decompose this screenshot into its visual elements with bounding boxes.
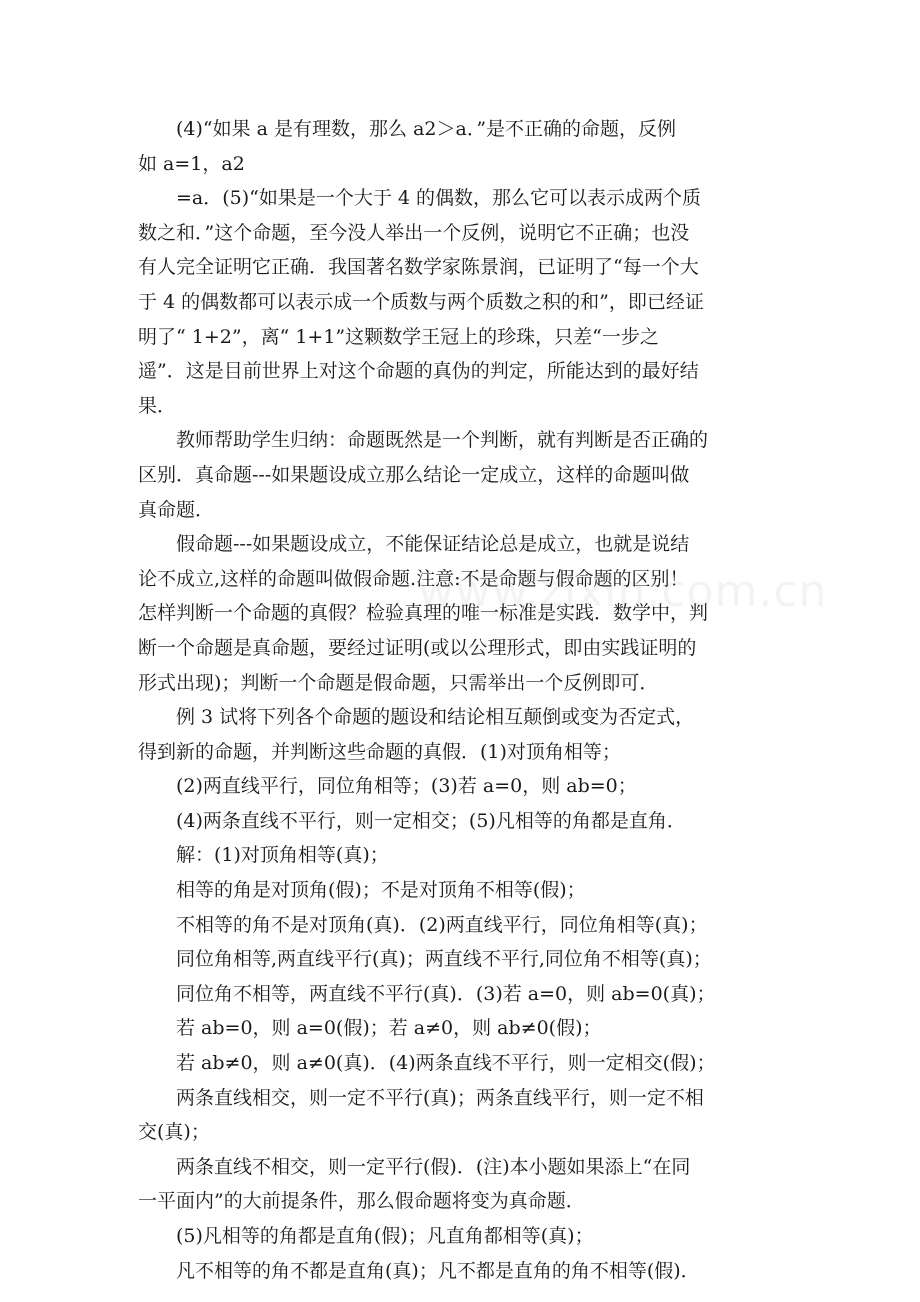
text-line: 区别．真命题---如果题设成立那么结论一定成立，这样的命题叫做 bbox=[138, 463, 690, 486]
text-line: 两条直线不相交，则一定平行(假)．(注)本小题如果添上“在同 bbox=[138, 1155, 691, 1178]
text-line: 解：(1)对顶角相等(真)； bbox=[138, 844, 389, 867]
text-line: 果． bbox=[138, 394, 177, 417]
text-line: 怎样判断一个命题的真假？检验真理的唯一标准是实践．数学中，判 bbox=[138, 602, 709, 625]
text-line: (5)凡相等的角都是直角(假)；凡直角都相等(真)； bbox=[138, 1225, 594, 1247]
document-body bbox=[138, 112, 788, 1288]
text-line: 例 3 试将下列各个命题的题设和结论相互颠倒或变为否定式， bbox=[138, 706, 695, 729]
text-line: 假命题---如果题设成立，不能保证结论总是成立，也就是说结 bbox=[138, 533, 690, 556]
text-line: (2)两直线平行，同位角相等；(3)若 a=0，则 ab=0； bbox=[138, 775, 637, 798]
text-line: 得到新的命题，并判断这些命题的真假．(1)对顶角相等； bbox=[138, 740, 621, 763]
text-line: 教师帮助学生归纳：命题既然是一个判断，就有判断是否正确的 bbox=[138, 429, 709, 452]
text-line: 于 4 的偶数都可以表示成一个质数与两个质数之积的和”，即已经证 bbox=[138, 290, 704, 313]
text-line: 相等的角是对顶角(假)；不是对顶角不相等(假)； bbox=[138, 879, 586, 902]
text-line: 真命题． bbox=[138, 498, 215, 521]
text-line: 如 a=1，a2 bbox=[138, 152, 245, 175]
text-line: 同位角不相等，两直线不平行(真)．(3)若 a=0，则 ab=0(真)； bbox=[138, 982, 716, 1005]
text-line: 有人完全证明它正确．我国著名数学家陈景润，已证明了“每一个大 bbox=[138, 256, 699, 279]
text-line: 若 ab≠0，则 a≠0(真)．(4)两条直线不平行，则一定相交(假)； bbox=[138, 1052, 716, 1075]
text-line: 若 ab=0，则 a=0(假)；若 a≠0，则 ab≠0(假)； bbox=[138, 1017, 602, 1040]
text-line: 凡不相等的角不都是直角(真)；凡不都是直角的角不相等(假)． bbox=[138, 1259, 700, 1282]
text-line: =a．(5)“如果是一个大于 4 的偶数，那么它可以表示成两个质 bbox=[138, 187, 702, 210]
text-line: 一平面内”的大前提条件，那么假命题将变为真命题． bbox=[138, 1190, 585, 1213]
text-line: 论不成立,这样的命题叫做假命题.注意:不是命题与假命题的区别！ bbox=[138, 567, 689, 590]
text-line: 数之和．”这个命题，至今没人举出一个反例，说明它不正确；也没 bbox=[138, 221, 690, 244]
text-line: 遥”．这是目前世界上对这个命题的真伪的判定，所能达到的最好结 bbox=[138, 360, 699, 383]
text-line: 同位角相等,两直线平行(真)；两直线不平行,同位角不相等(真)； bbox=[138, 948, 712, 971]
text-line: 断一个命题是真命题，要经过证明(或以公理形式，即由实践证明的 bbox=[138, 636, 697, 659]
text-line: 不相等的角不是对顶角(真)．(2)两直线平行，同位角相等(真)； bbox=[138, 913, 708, 936]
text-line: 形式出现)；判断一个命题是假命题，只需举出一个反例即可． bbox=[138, 671, 659, 694]
text-line: (4)“如果 a 是有理数，那么 a2＞a．”是不正确的命题，反例 bbox=[138, 118, 677, 140]
text-line: 交(真)； bbox=[138, 1121, 210, 1144]
text-line: (4)两条直线不平行，则一定相交；(5)凡相等的角都是直角． bbox=[138, 809, 686, 832]
text-line: 两条直线相交，则一定不平行(真)；两条直线平行，则一定不相 bbox=[138, 1086, 704, 1109]
text-line: 明了“ 1+2”，离“ 1+1”这颗数学王冠上的珍珠，只差“一步之 bbox=[138, 325, 659, 348]
